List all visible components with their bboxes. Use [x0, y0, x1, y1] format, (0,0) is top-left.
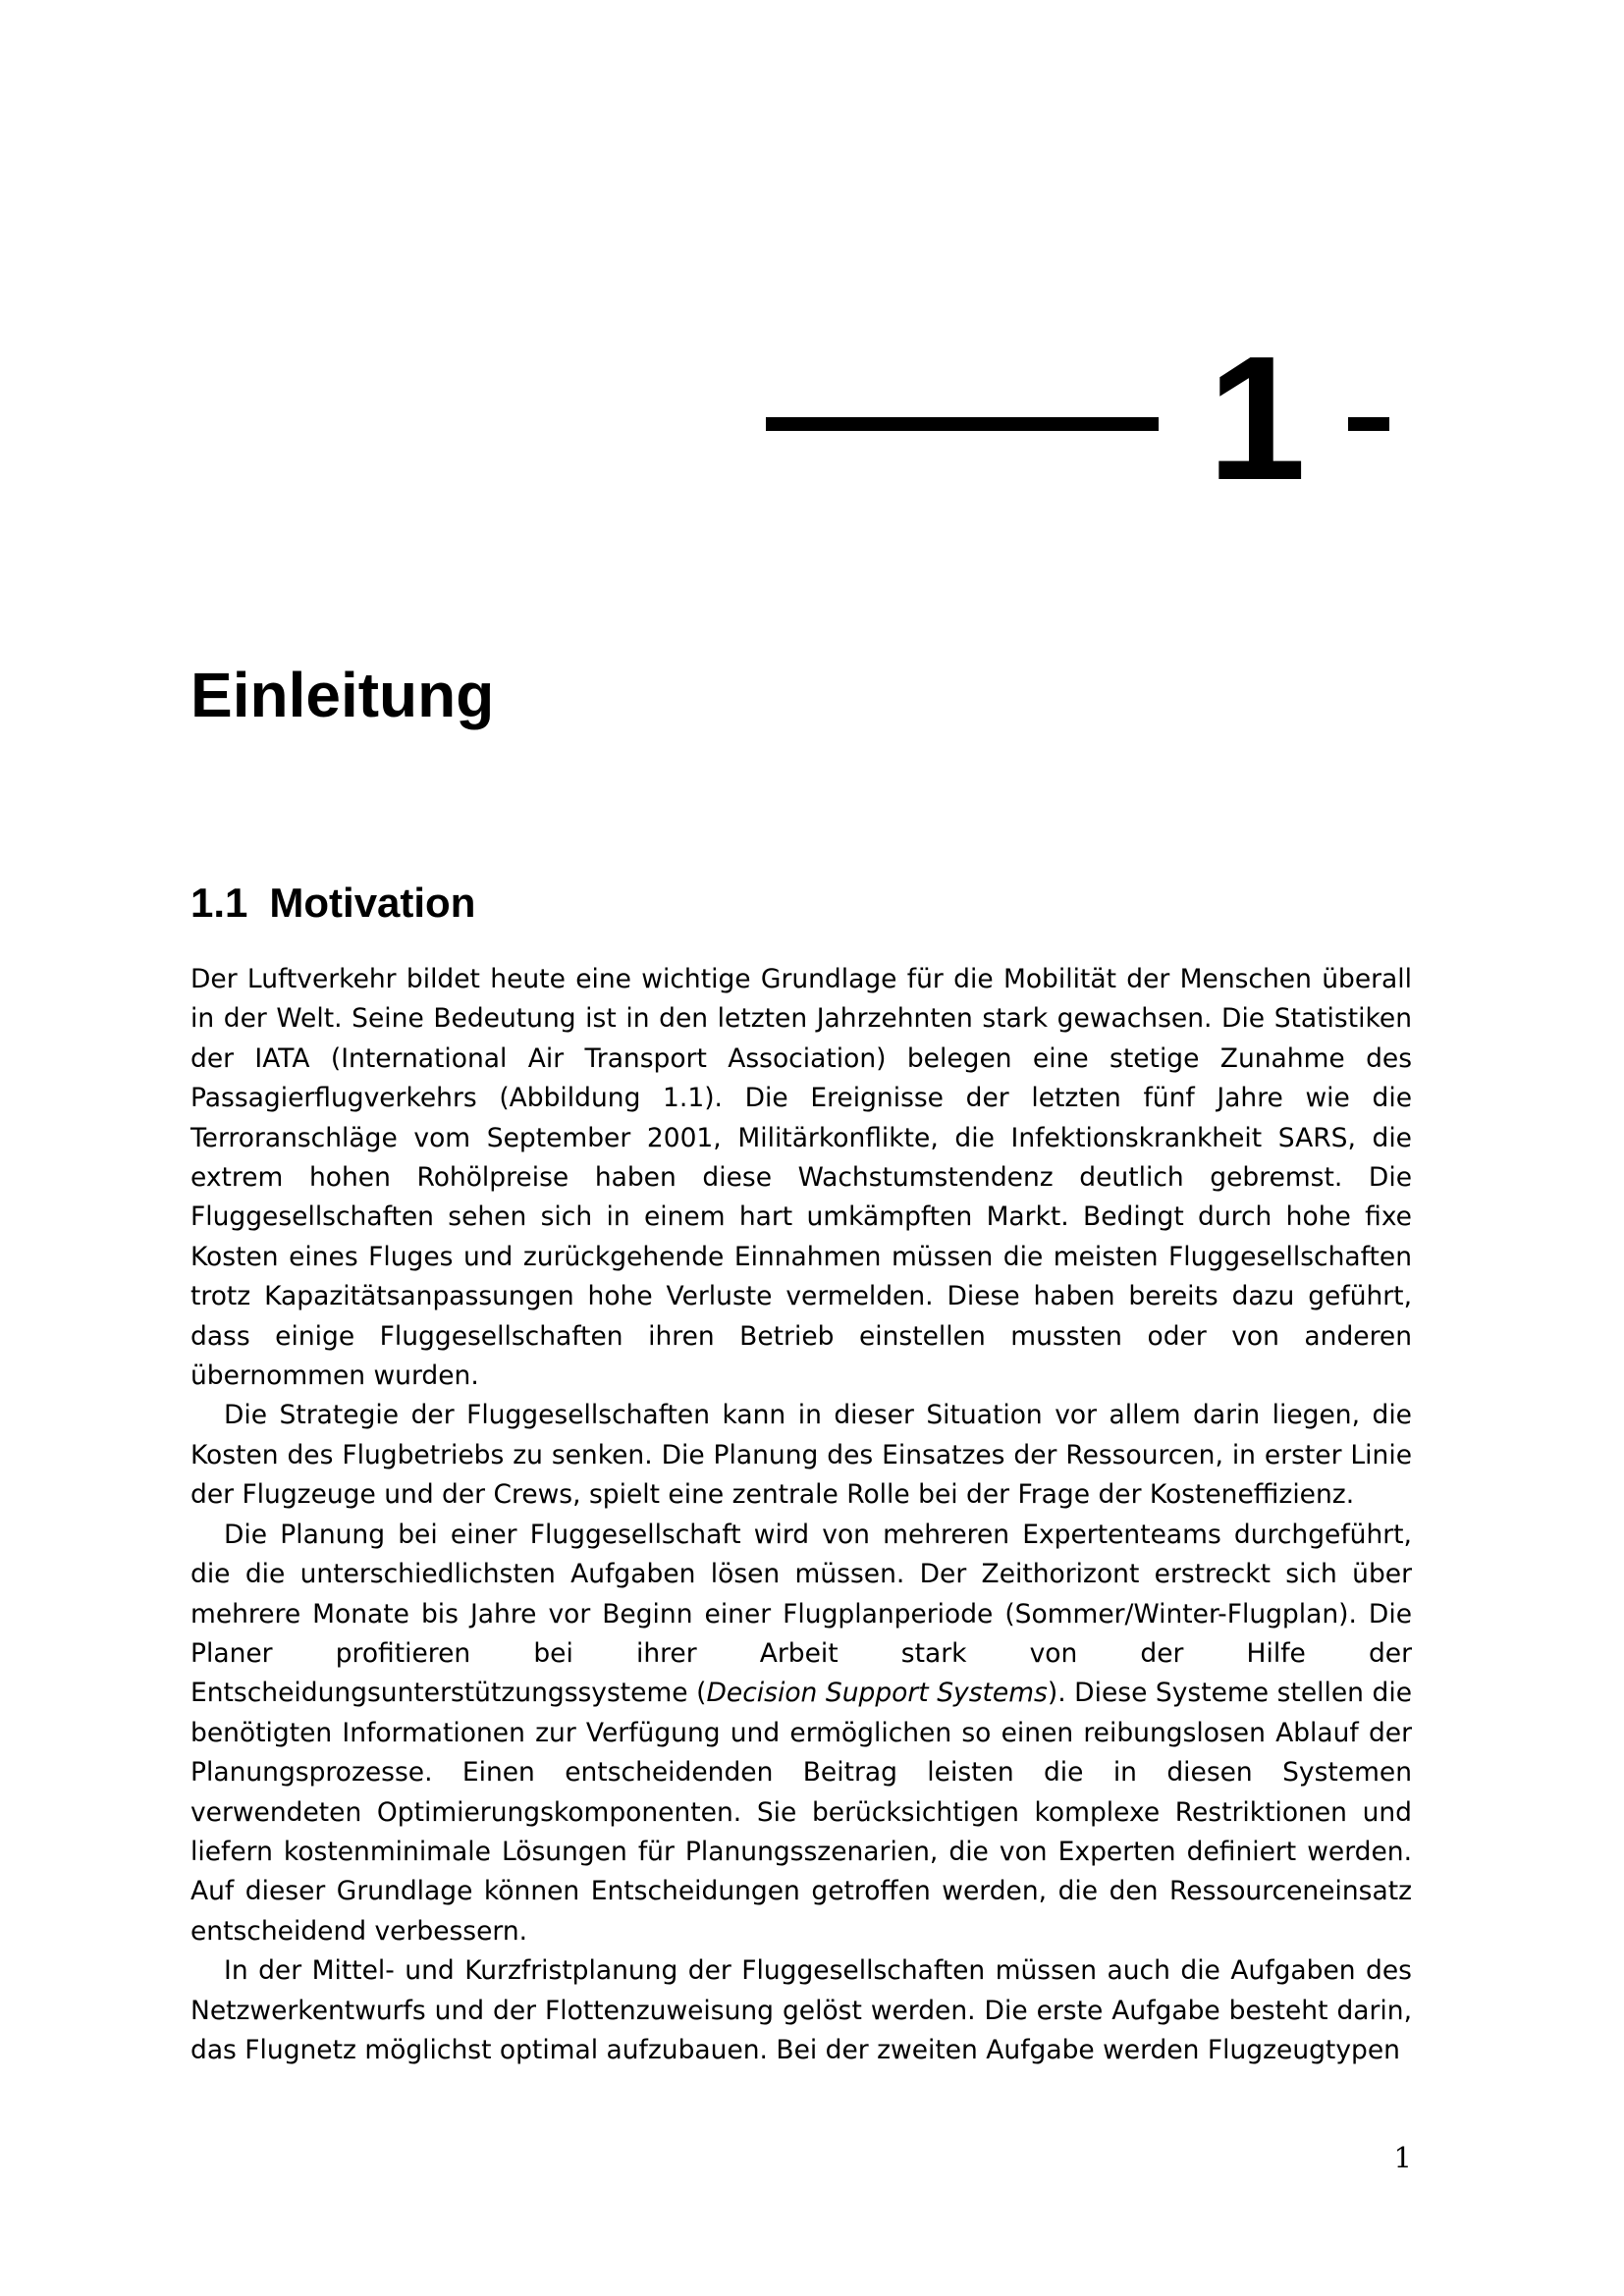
- paragraph: In der Mittel- und Kurzfristplanung der Fluggesellschaften müssen auch die Aufgaben des Netzwerkentwurfs und der Flottenzuweisung gelöst werden. Die erste Aufgabe besteht darin, das Flugnetz möglichst optimal aufzubauen. Bei der zweiten Aufgabe werden Flugzeugtypen: [190, 1955, 1412, 2065]
- paragraph: Der Luftverkehr bildet heute eine wichtige Grundlage für die Mobilität der Menschen überall in der Welt. Seine Bedeutung ist in den letzten Jahrzehnten stark gewachsen. Die Statistiken der IATA (International Air Transport Association) belegen eine stetige Zunahme des Passagierflugverkehrs (Abbildung 1.1). Die Ereignisse der letzten fünf Jahre wie die Terroranschläge vom September 2001, Militärkonflikte, die Infektionskrankheit SARS, die extrem hohen Rohölpreise haben diese Wachstumstendenz deutlich gebremst. Die Fluggesellschaften sehen sich in einem hart umkämpften Markt. Bedingt durch hohe fixe Kosten eines Fluges und zurückgehende Einnahmen müssen die meisten Fluggesellschaften trotz Kapazitätsanpassungen hohe Verluste vermelden. Diese haben bereits dazu geführt, dass einige Fluggesellschaften ihren Betrieb einstellen mussten oder von anderen übernommen wurden.: [190, 964, 1412, 1392]
- body-text: [190, 960, 1412, 2070]
- section-number: 1.1: [190, 880, 248, 926]
- paragraph-text: ). Diese Systeme stellen die benötigten Informationen zur Verfügung und ermöglichen so einen reibungslosen Ablauf der Planungsprozesse. Einen entscheidenden Beitrag leisten die in diesen Systemen verwendeten Optimierungskomponenten. Sie berücksichtigen komplexe Restriktionen und liefern kostenminimale Lösungen für Planungsszenarien, die von Experten definiert werden. Auf dieser Grundlage können Entscheidungen getroffen werden, die den Ressourceneinsatz entscheidend verbessern.: [190, 1678, 1412, 1947]
- chapter-number: 1: [1208, 320, 1307, 517]
- section-heading: [190, 876, 475, 931]
- chapter-dash: [1348, 417, 1389, 431]
- chapter-heading: [766, 320, 1414, 517]
- emphasis-text: Decision Support Systems: [706, 1678, 1048, 1709]
- chapter-rule: [766, 417, 1159, 431]
- page-number: 1: [1393, 2141, 1412, 2174]
- paragraph-text: Die Planung bei einer Fluggesellschaft wird von mehreren Expertenteams durchgeführt, die die unterschiedlichsten Aufgaben lösen müssen. Der Zeithorizont erstreckt sich über mehrere Monate bis Jahre vor Beginn einer Flugplanperiode (Sommer/Winter-Flugplan). Die Planer profitieren bei ihrer Arbeit stark von der Hilfe der Entscheidungsunterstützungssysteme (: [190, 1519, 1412, 1709]
- paragraph: Die Strategie der Fluggesellschaften kann in dieser Situation vor allem darin liegen, die Kosten des Flugbetriebs zu senken. Die Planung des Einsatzes der Ressourcen, in erster Linie der Flugzeuge und der Crews, spielt eine zentrale Rolle bei der Frage der Kosteneffizienz.: [190, 1400, 1412, 1511]
- paragraph: [190, 1516, 1412, 1951]
- chapter-title: Einleitung: [190, 660, 495, 730]
- section-title: Motivation: [269, 880, 476, 926]
